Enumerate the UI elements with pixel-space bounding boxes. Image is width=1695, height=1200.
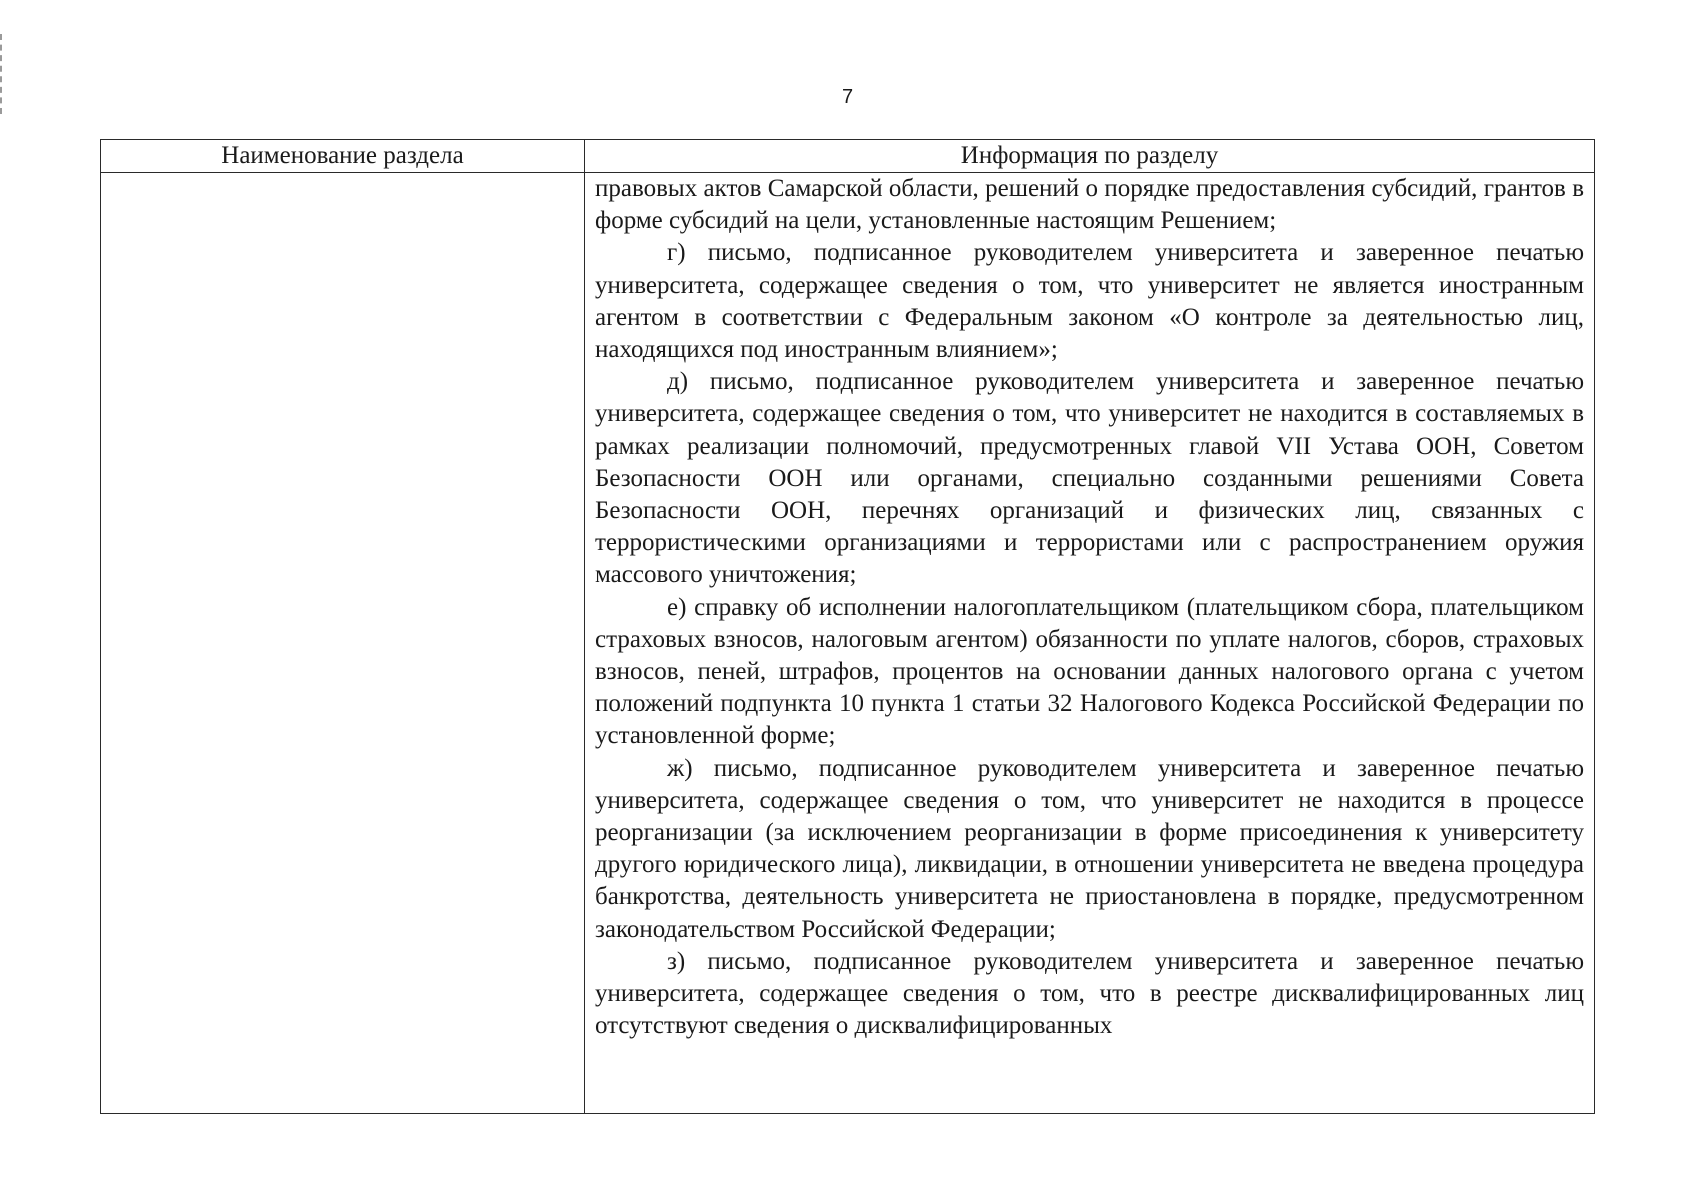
paragraph-item-z: з) письмо, подписанное руководителем университета и заверенное печатью университета, содержащее сведения о том, что в реестре дисквалифицированных лиц отсутствуют сведения о дисквалифицированных (595, 947, 1584, 1040)
table-row (101, 173, 1595, 1114)
section-name-cell (101, 173, 585, 1114)
page-number: 7 (841, 86, 854, 108)
paragraph-item-g: г) письмо, подписанное руководителем университета и заверенное печатью университета, содержащее сведения о том, что университет не является иностранным агентом в соответствии с Федеральным законом «О контроле за деятельностью лиц, находящихся под иностранным влиянием»; (595, 239, 1584, 364)
paragraph-item-e: е) справку об исполнении налогоплательщиком (плательщиком сбора, плательщиком страховых взносов, налоговым агентом) обязанности по уплате налогов, сборов, страховых взносов, пеней, штрафов, процентов на основании данных налогового органа с учетом положений подпункта 10 пункта 1 статьи 32 Налогового Кодекса Российской Федерации по установленной форме; (595, 593, 1584, 750)
header-section-name: Наименование раздела (101, 140, 585, 173)
paragraph-item-d: д) письмо, подписанное руководителем университета и заверенное печатью университета, содержащее сведения о том, что университет не находится в составляемых в рамках реализации полномочий, предусмотренных главой VII Устава ООН, Советом Безопасности ООН или органами, специально созданными решениями Совета Безопасности ООН, перечнях организаций и физических лиц, связанных с террористическими организациями и террористами или с распространением оружия массового уничтожения; (595, 368, 1584, 589)
section-table (100, 139, 1595, 1114)
section-info-cell (585, 173, 1595, 1114)
table-header-row (101, 140, 1595, 173)
header-section-info: Информация по разделу (585, 140, 1595, 173)
paragraph-continuation: правовых актов Самарской области, решений о порядке предоставления субсидий, грантов в форме субсидий на цели, установленные настоящим Решением; (595, 175, 1584, 235)
paragraph-item-zh: ж) письмо, подписанное руководителем университета и заверенное печатью университета, содержащее сведения о том, что университет не находится в процессе реорганизации (за исключением реорганизации в форме присоединения к университету другого юридического лица), ликвидации, в отношении университета не введена процедура банкротства, деятельность университета не приостановлена в порядке, предусмотренном законодательством Российской Федерации; (595, 754, 1584, 943)
